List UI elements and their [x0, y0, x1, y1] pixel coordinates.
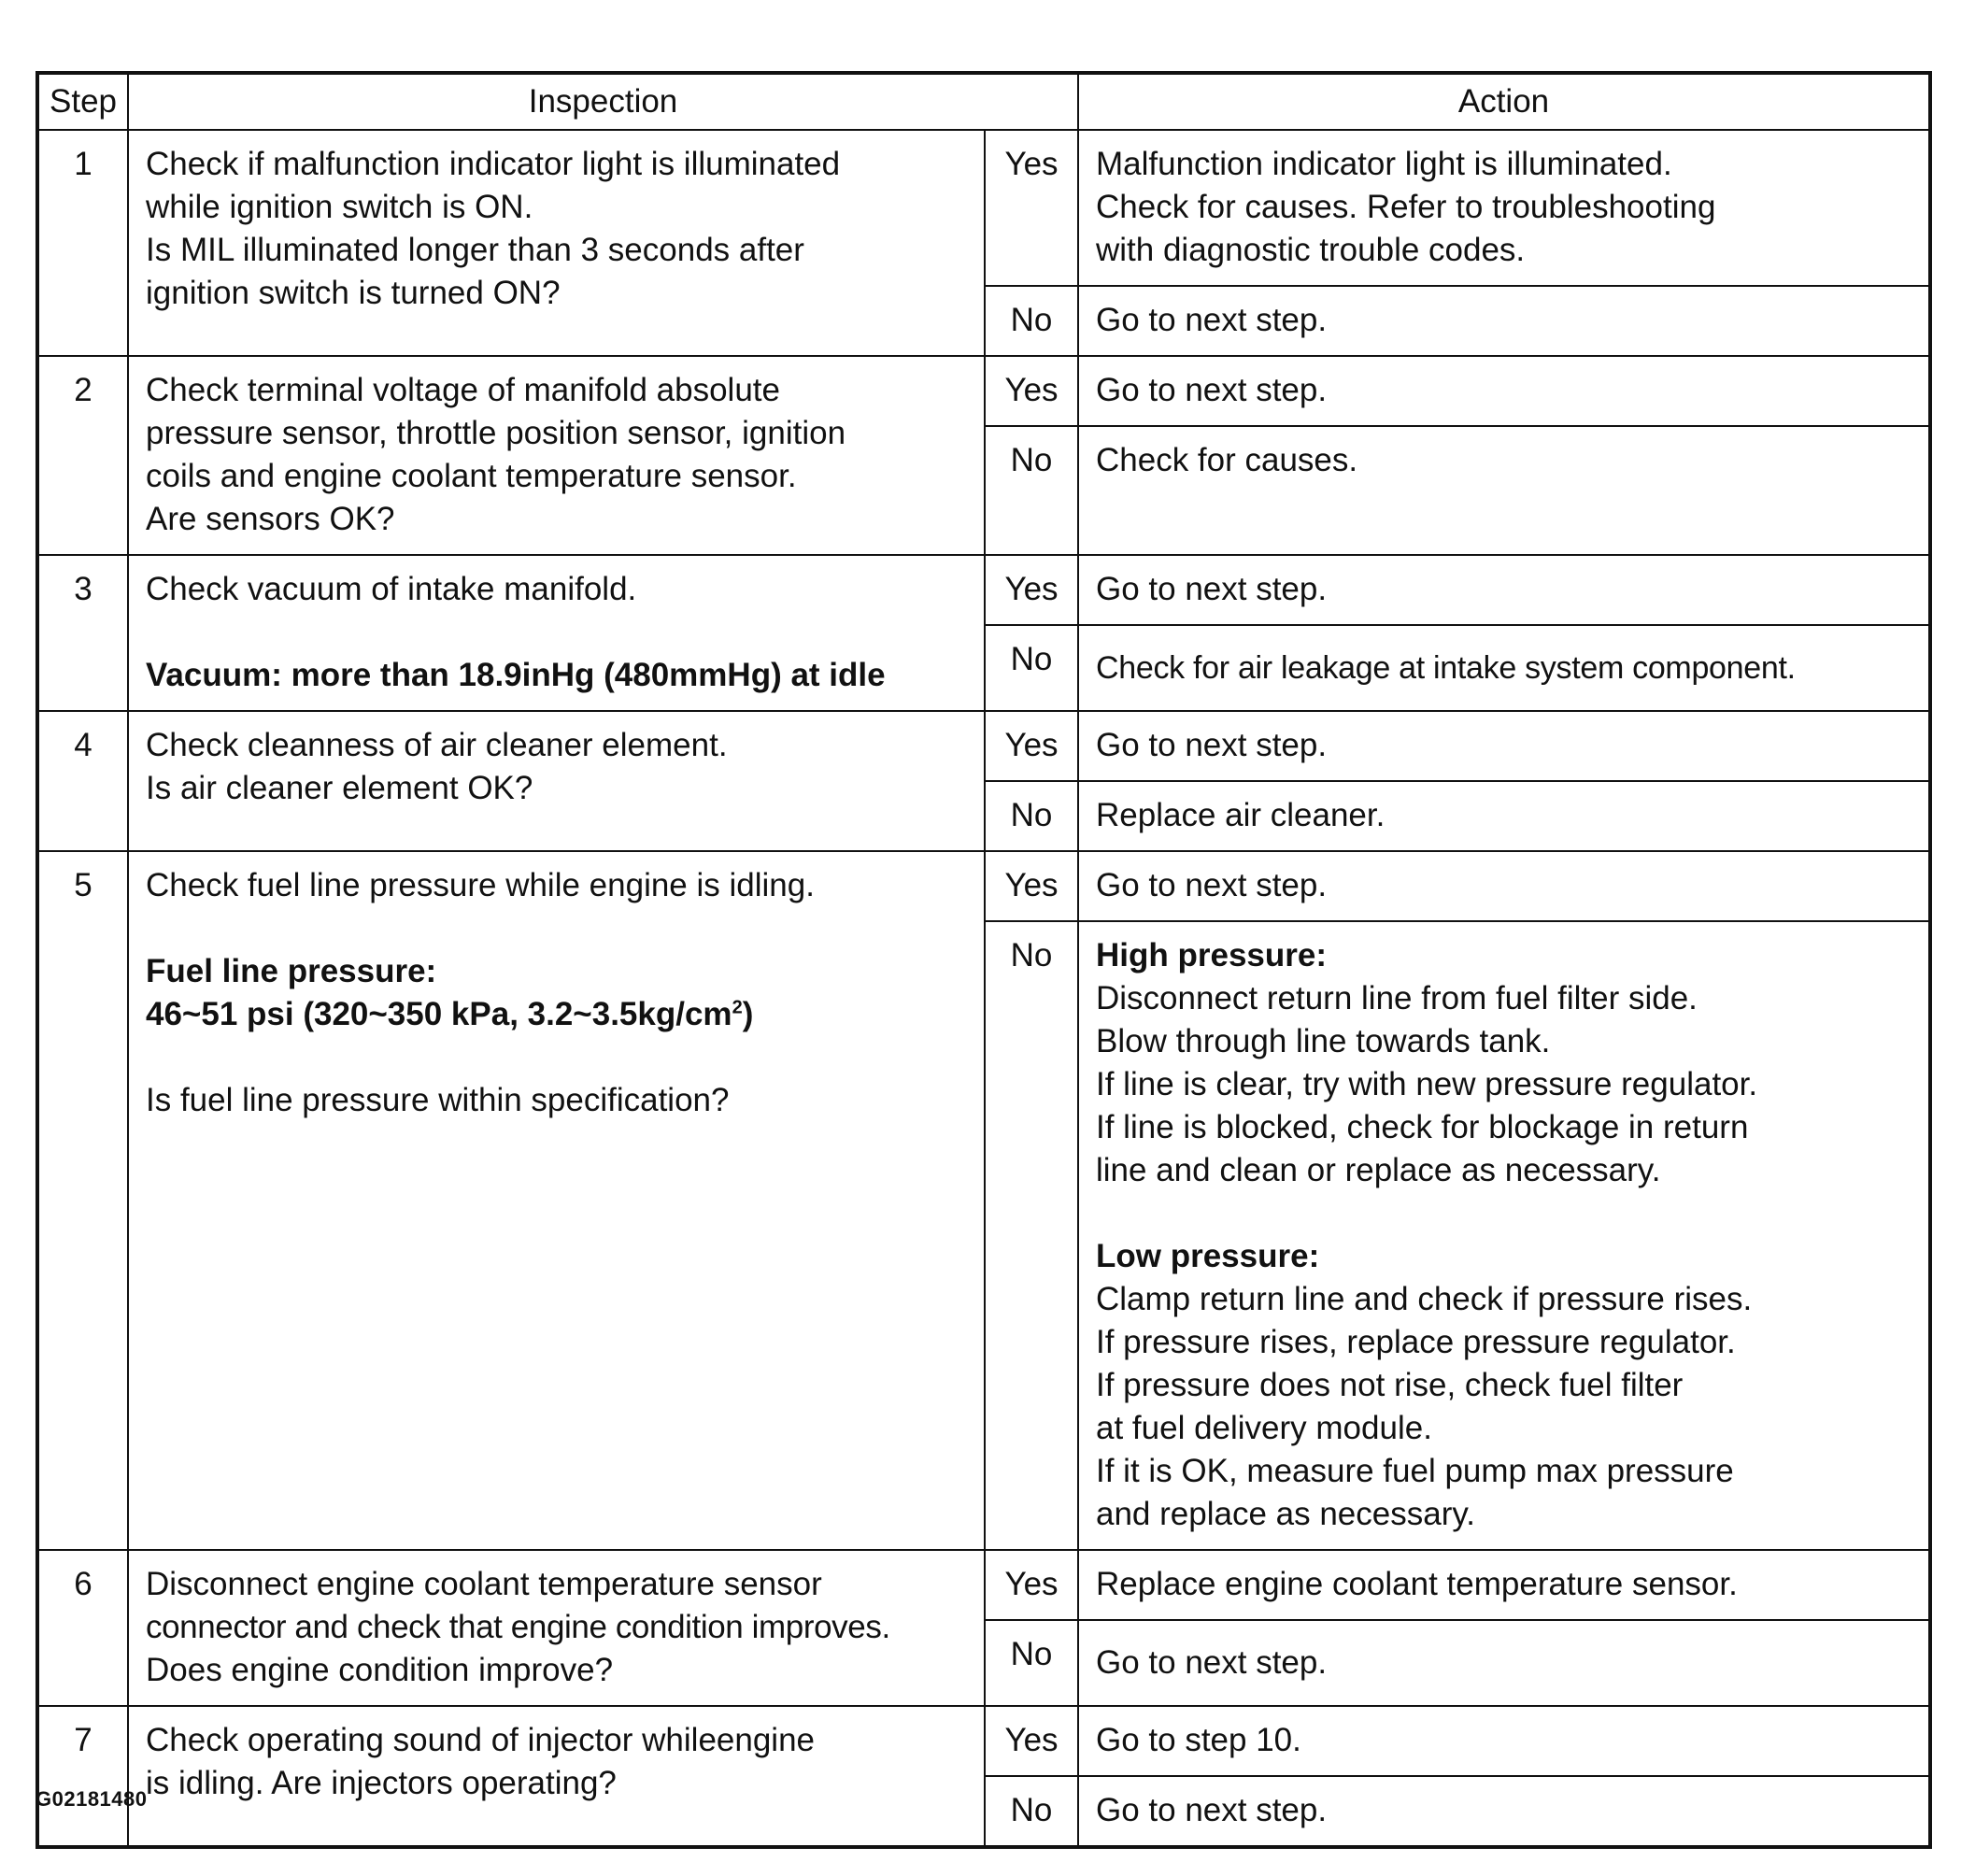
action-line: If pressure rises, replace pressure regulator.: [1096, 1324, 1736, 1360]
step-number: 7: [37, 1706, 128, 1847]
yes-label: Yes: [985, 711, 1078, 781]
table-row-step-1-yes: [37, 130, 1930, 286]
inspection-line: pressure sensor, throttle position sensor, ignition: [146, 415, 846, 451]
step-number: 1: [37, 130, 128, 356]
action-line: If it is OK, measure fuel pump max pressure: [1096, 1453, 1734, 1489]
action-line: with diagnostic trouble codes.: [1096, 232, 1526, 268]
inspection-line: Check vacuum of intake manifold.: [146, 571, 637, 607]
action-line: If line is clear, try with new pressure regulator.: [1096, 1066, 1758, 1102]
yes-label: Yes: [985, 356, 1078, 426]
no-label: No: [985, 781, 1078, 851]
table-row-step-7-yes: [37, 1706, 1930, 1776]
yes-action: [1078, 851, 1930, 921]
table-row-step-4-yes: [37, 711, 1930, 781]
inspection-spec-title: Fuel line pressure:: [146, 953, 437, 989]
yes-label: Yes: [985, 555, 1078, 625]
yes-action: [1078, 711, 1930, 781]
diagnostic-table: [36, 71, 1932, 1849]
table-row-step-2-yes: [37, 356, 1930, 426]
yes-label: Yes: [985, 1550, 1078, 1620]
no-action: [1078, 625, 1930, 711]
action-line: Clamp return line and check if pressure rises.: [1096, 1281, 1753, 1317]
yes-action: [1078, 1550, 1930, 1620]
no-action: [1078, 426, 1930, 555]
table-row-step-5-yes: [37, 851, 1930, 921]
inspection-line: Does engine condition improve?: [146, 1652, 614, 1688]
inspection-line: Check operating sound of injector whileengine: [146, 1722, 816, 1758]
no-label: No: [985, 921, 1078, 1550]
inspection-spec: Vacuum: more than 18.9inHg (480mmHg) at idle: [146, 657, 886, 693]
action-line: at fuel delivery module.: [1096, 1410, 1432, 1446]
step-number: 2: [37, 356, 128, 555]
inspection-line: Disconnect engine coolant temperature sensor: [146, 1566, 822, 1602]
inspection-question: Is fuel line pressure within specification?: [146, 1082, 730, 1118]
action-line: Go to next step.: [1096, 867, 1328, 903]
high-pressure-title: High pressure:: [1096, 937, 1327, 974]
action-line: Replace engine coolant temperature sensor.: [1096, 1566, 1738, 1602]
no-action: [1078, 781, 1930, 851]
inspection-line: coils and engine coolant temperature sensor.: [146, 458, 797, 494]
yes-action: [1078, 130, 1930, 286]
figure-id: G02181480: [36, 1787, 148, 1811]
inspection-cell: [128, 711, 985, 851]
inspection-cell: [128, 851, 985, 1550]
action-line: Go to next step.: [1096, 1643, 1328, 1681]
no-label: No: [985, 286, 1078, 356]
action-line: Check for causes.: [1096, 442, 1358, 478]
inspection-line: Check fuel line pressure while engine is idling.: [146, 867, 815, 903]
yes-label: Yes: [985, 130, 1078, 286]
inspection-cell: [128, 1550, 985, 1706]
action-line: Disconnect return line from fuel filter side.: [1096, 980, 1698, 1016]
inspection-line: ignition switch is turned ON?: [146, 275, 561, 311]
header-action: Action: [1078, 73, 1930, 130]
action-line: Blow through line towards tank.: [1096, 1023, 1551, 1059]
header-inspection: Inspection: [128, 73, 1078, 130]
step-number: 4: [37, 711, 128, 851]
low-pressure-title: Low pressure:: [1096, 1238, 1320, 1274]
action-line: Go to step 10.: [1096, 1722, 1301, 1758]
inspection-cell: [128, 555, 985, 711]
yes-action: [1078, 1706, 1930, 1776]
action-line: Malfunction indicator light is illuminated.: [1096, 146, 1672, 182]
action-line: Go to next step.: [1096, 727, 1328, 763]
action-line: Go to next step.: [1096, 372, 1328, 408]
yes-label: Yes: [985, 851, 1078, 921]
action-line: Check for causes. Refer to troubleshooting: [1096, 189, 1716, 225]
no-label: No: [985, 1776, 1078, 1847]
no-label: No: [985, 625, 1078, 711]
action-line: Replace air cleaner.: [1096, 797, 1385, 833]
action-line: Go to next step.: [1096, 1792, 1328, 1828]
inspection-cell: [128, 356, 985, 555]
action-line: Check for air leakage at intake system component.: [1096, 649, 1796, 686]
yes-label: Yes: [985, 1706, 1078, 1776]
inspection-line: Check cleanness of air cleaner element.: [146, 727, 728, 763]
inspection-line: connector and check that engine condition improves.: [146, 1609, 890, 1645]
yes-action: [1078, 555, 1930, 625]
no-action: [1078, 921, 1930, 1550]
inspection-line: is idling. Are injectors operating?: [146, 1765, 617, 1801]
no-action: [1078, 286, 1930, 356]
action-line: Go to next step.: [1096, 571, 1328, 607]
action-line: line and clean or replace as necessary.: [1096, 1152, 1661, 1188]
action-line: Go to next step.: [1096, 302, 1328, 338]
table-row-step-6-yes: [37, 1550, 1930, 1620]
inspection-line: Is air cleaner element OK?: [146, 770, 533, 806]
inspection-cell: [128, 1706, 985, 1847]
inspection-spec-value: 46~51 psi (320~350 kPa, $3.2\sim 3.5kg/cm^2$): [146, 996, 754, 1032]
action-line: and replace as necessary.: [1096, 1496, 1475, 1532]
yes-action: [1078, 356, 1930, 426]
inspection-line: Check if malfunction indicator light is illuminated: [146, 146, 841, 182]
step-number: 5: [37, 851, 128, 1550]
action-line: If pressure does not rise, check fuel filter: [1096, 1367, 1684, 1403]
no-label: No: [985, 426, 1078, 555]
header-row: [37, 73, 1930, 130]
step-number: 3: [37, 555, 128, 711]
no-label: No: [985, 1620, 1078, 1706]
step-number: 6: [37, 1550, 128, 1706]
no-action: [1078, 1620, 1930, 1706]
inspection-cell: [128, 130, 985, 356]
table-row-step-3-yes: [37, 555, 1930, 625]
inspection-line: Is MIL illuminated longer than 3 seconds after: [146, 232, 804, 268]
no-action: [1078, 1776, 1930, 1847]
header-step: Step: [37, 73, 128, 130]
inspection-line: while ignition switch is ON.: [146, 189, 533, 225]
inspection-line: Check terminal voltage of manifold absolute: [146, 372, 780, 408]
inspection-line: Are sensors OK?: [146, 501, 395, 537]
action-line: If line is blocked, check for blockage in return: [1096, 1109, 1749, 1145]
